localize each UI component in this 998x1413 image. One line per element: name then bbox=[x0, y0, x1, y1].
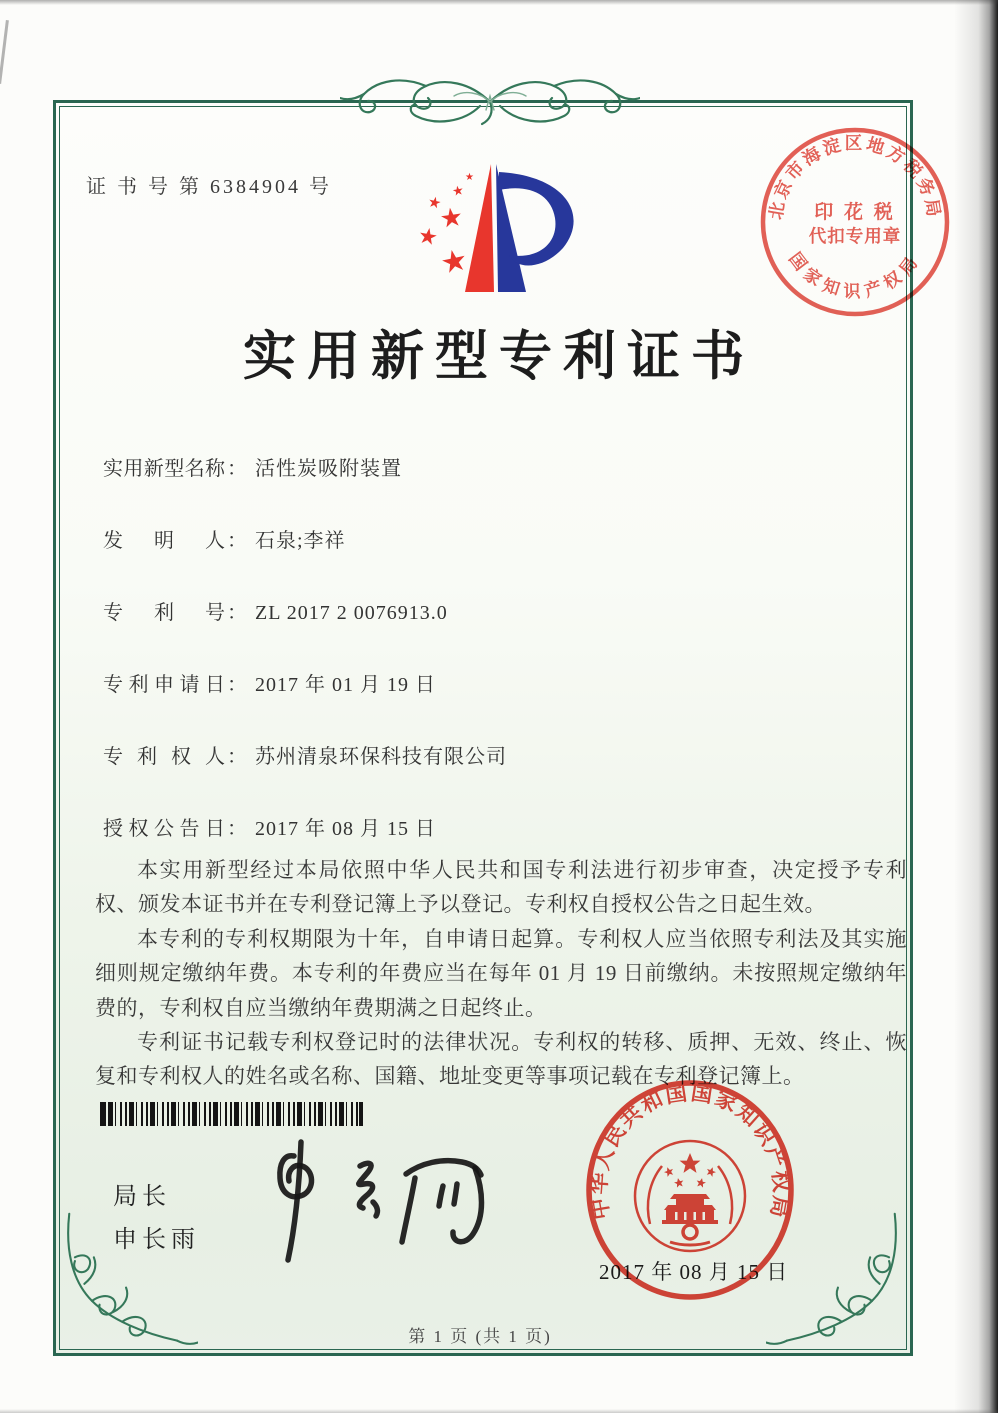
field-value: 2017 年 01 月 19 日 bbox=[255, 674, 436, 696]
field-colon: ： bbox=[227, 746, 247, 768]
cnipa-logo bbox=[399, 158, 595, 304]
certificate-title: 实用新型专利证书 bbox=[243, 328, 755, 386]
legal-paragraph: 本实用新型经过本局依照中华人民共和国专利法进行初步审查，决定授予专利权、颁发本证书并在专利登记簿上予以登记。专利权自授权公告之日起生效。 bbox=[95, 858, 907, 917]
field-value: 活性炭吸附装置 bbox=[255, 458, 402, 480]
field-row-inventor bbox=[103, 524, 507, 550]
tax-stamp-line1: 印 花 税 bbox=[814, 202, 896, 223]
field-label: 授权公告日 bbox=[103, 818, 225, 840]
issue-date: 2017 年 08 月 15 日 bbox=[599, 1260, 789, 1284]
director-block bbox=[113, 1182, 200, 1255]
barcode bbox=[100, 1102, 363, 1126]
official-seal-arc-text: 中华人民共和国国家知识产权局 bbox=[586, 1080, 794, 1222]
svg-text:★: ★ bbox=[437, 241, 471, 282]
svg-text:★: ★ bbox=[465, 172, 474, 183]
director-name: 申长雨 bbox=[113, 1226, 200, 1253]
field-label: 专利号 bbox=[103, 602, 225, 624]
legal-paragraph: 专利证书记载专利权登记时的法律状况。专利权的转移、质押、无效、终止、恢复和专利权人的姓名或名称、国籍、地址变更等事项记载在专利登记簿上。 bbox=[95, 1030, 907, 1089]
scan-edge-bottom bbox=[0, 1409, 998, 1413]
tax-stamp bbox=[757, 124, 953, 320]
field-row-patent-number bbox=[103, 596, 507, 622]
svg-text:国家知识产权局 bbox=[785, 249, 925, 301]
field-label: 发明人 bbox=[103, 530, 225, 552]
field-colon: ： bbox=[227, 602, 247, 624]
field-value: ZL 2017 2 0076913.0 bbox=[255, 602, 448, 624]
field-label: 专利申请日 bbox=[103, 674, 225, 696]
director-signature-icon bbox=[256, 1136, 496, 1264]
national-emblem-icon bbox=[635, 1141, 745, 1251]
field-row-filing-date bbox=[103, 668, 507, 694]
tax-stamp-arc-top: 北京市海淀区地方税务局 bbox=[765, 133, 945, 221]
field-row-name bbox=[103, 452, 507, 478]
field-label: 实用新型名称 bbox=[103, 458, 225, 480]
field-colon: ： bbox=[227, 530, 247, 552]
scan-edge-top-left bbox=[0, 20, 9, 84]
field-row-grant-date bbox=[103, 812, 507, 838]
svg-text:★: ★ bbox=[451, 183, 466, 200]
field-colon: ： bbox=[227, 818, 247, 840]
page-footer: 第 1 页 (共 1 页) bbox=[408, 1327, 552, 1346]
svg-text:★: ★ bbox=[437, 201, 466, 235]
logo-stars-icon bbox=[416, 172, 474, 282]
scan-edge-top bbox=[0, 0, 998, 5]
svg-text:★: ★ bbox=[415, 223, 440, 252]
field-colon: ： bbox=[227, 458, 247, 480]
certificate-fields bbox=[103, 452, 507, 884]
tax-stamp-arc-bottom: 国家知识产权局 bbox=[785, 249, 925, 301]
field-label: 专利权人 bbox=[103, 746, 225, 768]
field-value: 苏州清泉环保科技有限公司 bbox=[255, 746, 507, 768]
director-title: 局长 bbox=[113, 1183, 171, 1210]
tax-stamp-line2: 代扣专用章 bbox=[808, 226, 902, 246]
svg-text:★: ★ bbox=[426, 192, 444, 213]
legal-text bbox=[95, 853, 907, 1094]
certificate-number: 证 书 号 第 6384904 号 bbox=[86, 176, 332, 198]
field-colon: ： bbox=[227, 674, 247, 696]
legal-paragraph: 本专利的专利权期限为十年，自申请日起算。专利权人应当依照专利法及其实施细则规定缴纳年费。本专利的年费应当在每年 01 月 19 日前缴纳。未按照规定缴纳年费的，专利权自应当缴纳年费期满之日起终止。 bbox=[95, 926, 907, 1020]
official-seal bbox=[583, 1078, 797, 1302]
field-row-patentee bbox=[103, 740, 507, 766]
field-value: 2017 年 08 月 15 日 bbox=[255, 818, 436, 840]
field-value: 石泉;李祥 bbox=[255, 530, 346, 552]
scan-edge-right bbox=[954, 0, 998, 1413]
